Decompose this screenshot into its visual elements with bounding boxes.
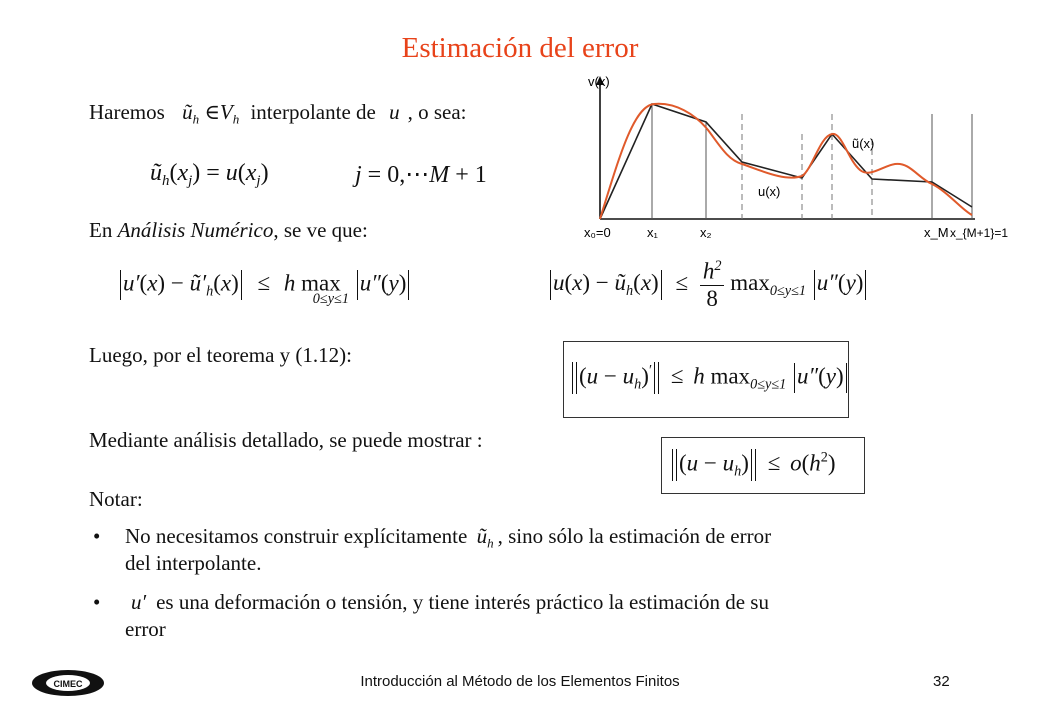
bullet-1-line2: del interpolante. [125,551,262,575]
math-uh-bullet: $ũ_h$ [476,524,494,551]
text-interpolante: interpolante de [250,100,376,124]
text-o-sea: , o sea: [407,100,467,124]
equation-index-range: j = 0,⋯M + 1 [355,162,487,188]
text-en: En [89,218,118,242]
text-analisis-numerico: Análisis Numérico [117,218,274,242]
interpolation-figure [570,74,1010,244]
label-exact-curve: u(x) [758,184,781,199]
text-no-necesitamos: No necesitamos construir explícitamente [125,524,468,548]
line-mediante: Mediante análisis detallado, se puede mostrar : [89,428,483,452]
bullet-1-line1 [125,524,771,552]
line-luego: Luego, por el teorema y (1.12): [89,343,352,367]
text-sino-solo: , sino sólo la estimación de error [497,524,772,548]
x-label-1: x₁ [647,225,658,240]
bullet-2-line2: error [125,617,166,641]
y-axis-label: v(x) [588,74,610,89]
svg-text:CIMEC: CIMEC [53,679,83,689]
bullet-2-marker: • [93,590,101,614]
line-analisis [89,218,368,243]
x-label-2: x₂ [700,225,712,240]
math-u-prime: u′ [131,590,147,614]
x-label-0: x₀=0 [584,225,611,240]
slide-title: Estimación del error [401,32,639,64]
math-uh-in-vh: $ũ_h$ $\in V_h$ [182,100,240,127]
equation-value-estimate: $u(x) - ũ_h(x)$ ≤ $\frac{h^2}{8}$ $\max_{0\le y\le 1} u''(y)$ [548,258,868,312]
line-haremos [89,100,467,128]
boxed-energy-estimate: $(u - u_h)' \le h$ $\max_{0\le y\le 1} u''(y)$ [563,341,849,418]
x-label-m1: x_{M+1}=1 [950,226,1009,240]
x-label-m: x_M [924,225,949,240]
text-deformacion: es una deformación o tensión, y tiene interés práctico la estimación de su [156,590,769,614]
label-approx-curve: ũ(x) [852,136,875,151]
text-se-ve: , se ve que: [273,218,368,242]
math-u: u [389,100,400,124]
equation-derivative-estimate: $u'(x) - ũ'_h(x) \le h$ $\max_{0\le y\le 1} u''(y)$ [118,270,411,308]
bullet-2-line1 [125,590,769,615]
text-haremos: Haremos [89,100,165,124]
footer-page-number: 32 [933,673,950,690]
footer-course-title: Introducción al Método de los Elementos Finitos [360,673,680,690]
interpolant-curve [600,104,972,219]
exact-curve [600,104,972,219]
equation-interpolation: $ũ_h(x_j) = u(x_j)$ [150,160,269,190]
line-notar: Notar: [89,487,143,511]
bullet-1-marker: • [93,524,101,548]
boxed-l2-estimate: $(u - u_h) \le o(h^2)$ [661,437,865,494]
